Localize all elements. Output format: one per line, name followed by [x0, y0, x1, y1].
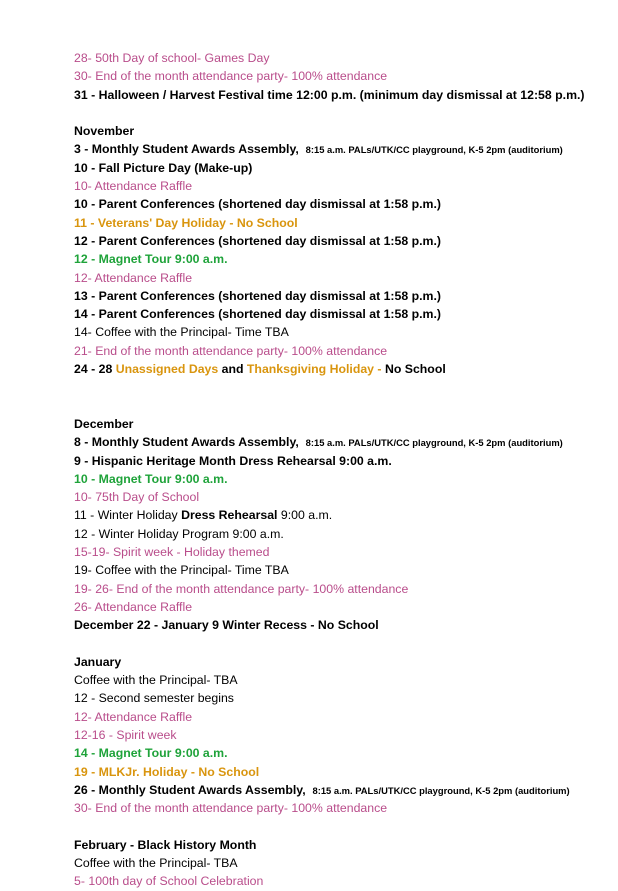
event-line [74, 433, 610, 451]
month-heading-december: December [74, 416, 134, 431]
event-conjunction: and [218, 362, 247, 377]
event-line: 9 - Hispanic Heritage Month Dress Rehearsal 9:00 a.m. [74, 453, 392, 468]
event-date: 13 [74, 288, 88, 303]
event-line: 10 - Parent Conferences (shortened day dismissal at 1:58 p.m.) [74, 197, 441, 212]
event-thanksgiving: Thanksgiving Holiday - [246, 362, 382, 377]
event-line: 12 - Second semester begins [74, 691, 234, 706]
event-line: 12 - Magnet Tour 9:00 a.m. [74, 252, 228, 267]
event-line: 10 - Magnet Tour 9:00 a.m. [74, 471, 228, 486]
event-line: 14 - Parent Conferences (shortened day dismissal at 1:58 p.m.) [74, 307, 441, 322]
event-line: 30- End of the month attendance party- 100% attendance [74, 69, 388, 84]
event-line: 30- End of the month attendance party- 100% attendance [74, 801, 388, 816]
event-line [74, 360, 610, 378]
event-line: 10- Attendance Raffle [74, 179, 193, 194]
event-line: 5- 100th day of School Celebration [74, 874, 264, 889]
event-line [74, 140, 610, 158]
event-line: 12- Attendance Raffle [74, 270, 193, 285]
event-line: 31 - Halloween / Harvest Festival time 12:00 p.m. (minimum day dismissal at 12:58 p.m.) [74, 87, 585, 102]
event-line: 14- Coffee with the Principal- Time TBA [74, 325, 289, 340]
event-prefix: 11 - Winter Holiday [74, 508, 182, 523]
event-line: 14 - Magnet Tour 9:00 a.m. [74, 746, 228, 761]
event-line: December 22 - January 9 Winter Recess - No School [74, 618, 379, 633]
event-line: 10- 75th Day of School [74, 490, 200, 505]
event-line: 15-19- Spirit week - Holiday themed [74, 545, 270, 560]
calendar-document [74, 49, 610, 891]
event-line: 19- 26- End of the month attendance party- 100% attendance [74, 581, 409, 596]
event-main: 8 - Monthly Student Awards Assembly, [74, 435, 299, 450]
event-line [74, 781, 610, 799]
event-dash: - Parent Conferences (shortened day dismissal at 1:58 p.m.) [87, 288, 441, 303]
event-line: 10 - Fall Picture Day (Make-up) [74, 160, 253, 175]
event-main: 3 - Monthly Student Awards Assembly, [74, 142, 299, 157]
event-no-school: No School [381, 362, 446, 377]
event-line: 11 - Veterans' Day Holiday - No School [74, 215, 298, 230]
event-line: 19 - MLKJr. Holiday - No School [74, 764, 260, 779]
event-line: Coffee with the Principal- TBA [74, 856, 238, 871]
event-main: 26 - Monthly Student Awards Assembly, [74, 782, 306, 797]
event-line: 12 - Parent Conferences (shortened day dismissal at 1:58 p.m.) [74, 233, 441, 248]
event-time: 9:00 a.m. [277, 508, 333, 523]
event-detail: 8:15 a.m. PALs/UTK/CC playground, K-5 2pm (auditorium) [312, 784, 570, 796]
month-heading-january: January [74, 654, 122, 669]
event-line: 12- Attendance Raffle [74, 709, 193, 724]
event-date: 24 - 28 [74, 362, 116, 377]
event-line [74, 287, 610, 305]
event-line: 28- 50th Day of school- Games Day [74, 51, 270, 65]
event-line: 12-16 - Spirit week [74, 727, 177, 742]
event-line: 21- End of the month attendance party- 100% attendance [74, 343, 388, 358]
event-unassigned: Unassigned Days [115, 362, 219, 377]
event-bold: Dress Rehearsal [181, 508, 278, 523]
event-line: 26- Attendance Raffle [74, 599, 193, 614]
event-line: 19- Coffee with the Principal- Time TBA [74, 563, 289, 578]
event-detail: 8:15 a.m. PALs/UTK/CC playground, K-5 2pm (auditorium) [305, 144, 563, 156]
event-detail: 8:15 a.m. PALs/UTK/CC playground, K-5 2pm (auditorium) [305, 437, 563, 449]
event-line: 12 - Winter Holiday Program 9:00 a.m. [74, 526, 284, 541]
event-line: Coffee with the Principal- TBA [74, 673, 238, 688]
month-heading-february: February - Black History Month [74, 837, 257, 852]
event-line [74, 506, 610, 524]
month-heading-november: November [74, 124, 135, 139]
